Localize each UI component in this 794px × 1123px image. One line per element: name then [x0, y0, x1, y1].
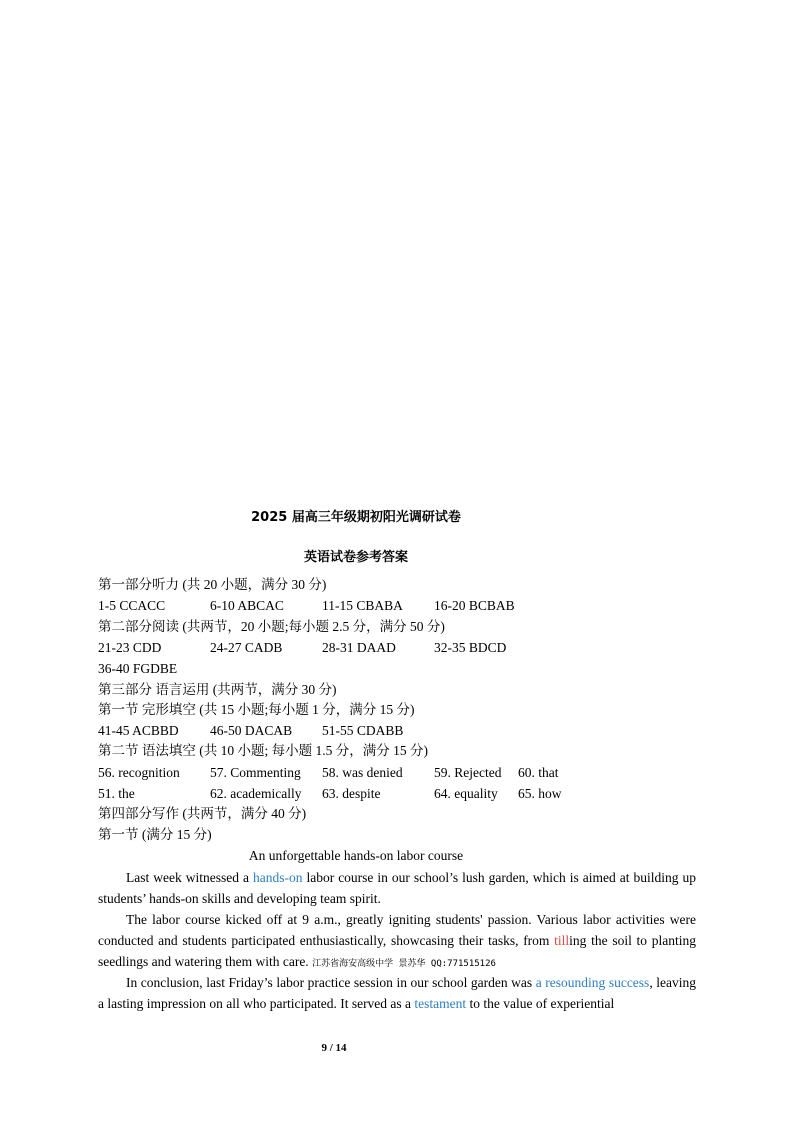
essay-title: An unforgettable hands-on labor course: [248, 848, 464, 863]
text-run: Last week witnessed a: [126, 870, 253, 885]
section4-heading: 第四部分写作 (共两节，满分 40 分): [98, 806, 307, 821]
answer-group: 36-40 FGDBE: [98, 661, 178, 676]
answer-item: 57. Commenting: [210, 765, 301, 780]
section1-heading: 第一部分听力 (共 20 小题，满分 30 分): [98, 577, 327, 592]
answer-group: 21-23 CDD: [98, 640, 162, 655]
highlight-blue: testament: [414, 996, 467, 1011]
essay-paragraph-1: [98, 867, 696, 909]
answer-group: 51-55 CDABB: [322, 723, 404, 738]
answer-item: 56. recognition: [98, 765, 180, 780]
text-run: labor course in our school’s lush garden, which is aimed at building up students’ hands-on skills and developing team spirit.: [98, 870, 696, 906]
answer-group: 41-45 ACBBD: [98, 723, 179, 738]
answer-item: 58. was denied: [322, 765, 403, 780]
answer-item: 62. academically: [210, 786, 302, 801]
answer-group: 46-50 DACAB: [210, 723, 293, 738]
essay-paragraph-3: [98, 972, 696, 1014]
section3-heading: 第三部分 语言运用 (共两节，满分 30 分): [98, 682, 337, 697]
text-run: , leaving a lasting impression on all who participated. It served as a: [98, 975, 696, 1011]
section2-heading: 第二部分阅读 (共两节，20 小题;每小题 2.5 分，满分 50 分): [98, 619, 445, 634]
writing-part1-heading: 第一节 (满分 15 分): [98, 827, 212, 842]
answer-item: 51. the: [98, 786, 135, 801]
text-run: In conclusion, last Friday’s labor practice session in our school garden was: [126, 975, 536, 990]
author-note: 江苏省海安高级中学 景苏华 QQ:771515126: [312, 959, 496, 969]
text-run: The labor course kicked off at 9 a.m., greatly igniting students' passion. Various labor activities were conducted and students participated enthusiastically, showcasing their tasks, from: [98, 912, 696, 948]
answer-group: 32-35 BDCD: [434, 640, 507, 655]
exam-title: 2025 届高三年级期初阳光调研试卷: [251, 510, 461, 525]
answer-item: 63. despite: [322, 786, 381, 801]
answer-key-title: 英语试卷参考答案: [303, 550, 408, 565]
answer-item: 60. that: [518, 765, 559, 780]
text-run: to the value of experiential: [466, 996, 615, 1011]
page-number: 9 / 14: [321, 1042, 347, 1054]
answer-item: 59. Rejected: [434, 765, 502, 780]
grammar-heading: 第二节 语法填空 (共 10 小题; 每小题 1.5 分，满分 15 分): [98, 743, 428, 758]
text-run: ing the soil to planting seedlings and watering them with care.: [98, 933, 697, 969]
answer-group: 11-15 CBABA: [322, 598, 403, 613]
answer-group: 24-27 CADB: [210, 640, 283, 655]
cloze-heading: 第一节 完形填空 (共 15 小题;每小题 1 分，满分 15 分): [98, 702, 415, 717]
highlight-red: till: [554, 933, 570, 948]
answer-group: 28-31 DAAD: [322, 640, 396, 655]
highlight-blue: hands-on: [252, 870, 303, 885]
answer-group: 16-20 BCBAB: [434, 598, 515, 613]
answer-item: 65. how: [518, 786, 562, 801]
answer-group: 1-5 CCACC: [98, 598, 166, 613]
highlight-blue: a resounding success: [535, 975, 650, 990]
answer-item: 64. equality: [434, 786, 498, 801]
essay-paragraph-2: [98, 909, 696, 975]
answer-group: 6-10 ABCAC: [210, 598, 284, 613]
